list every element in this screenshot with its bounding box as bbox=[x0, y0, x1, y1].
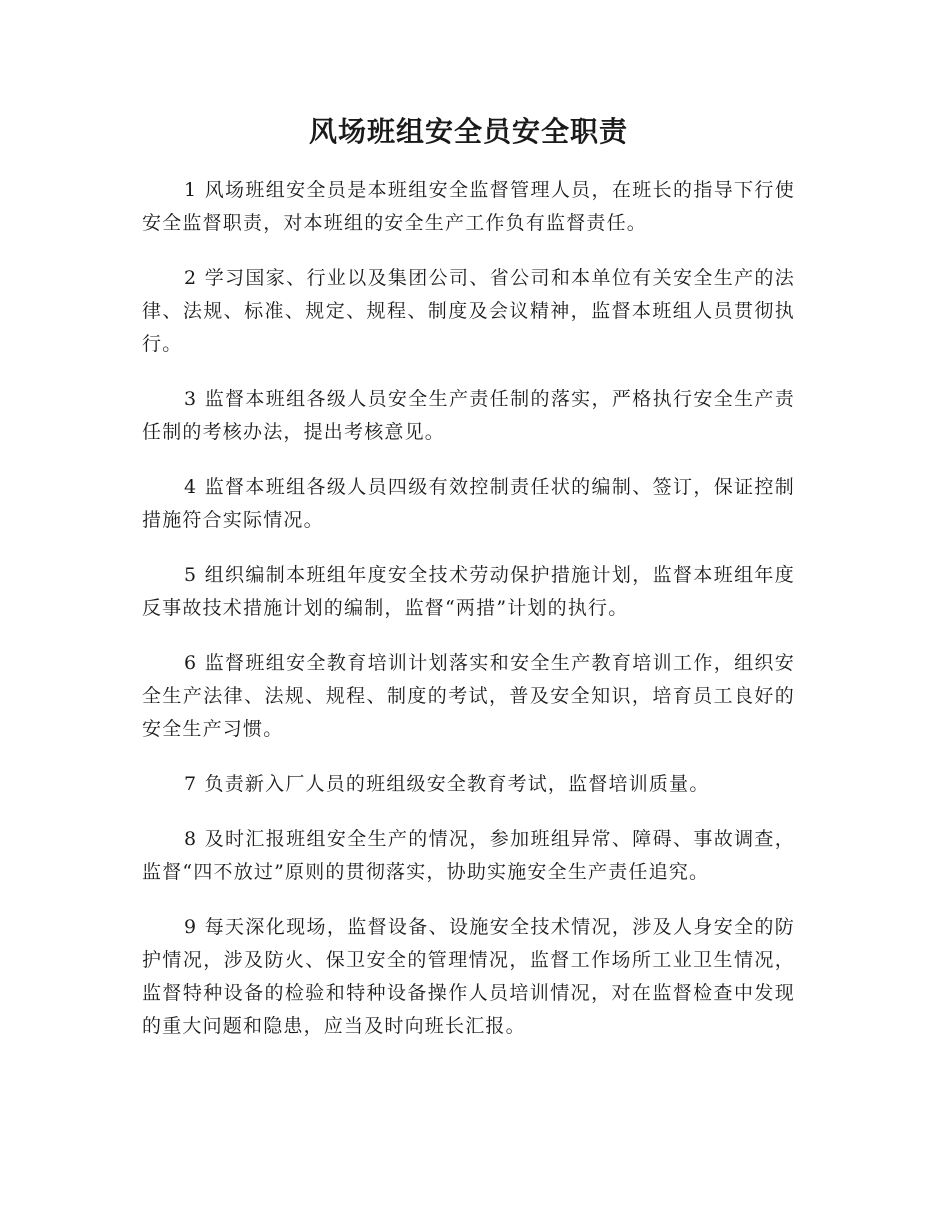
duty-item-4: 4 监督本班组各级人员四级有效控制责任状的编制、签订，保证控制措施符合实际情况。 bbox=[142, 476, 795, 531]
duty-item-2: 2 学习国家、行业以及集团公司、省公司和本单位有关安全生产的法律、法规、标准、规定、规程、制度及会议精神，监督本班组人员贯彻执行。 bbox=[142, 267, 795, 355]
document-title: 风场班组安全员安全职责 bbox=[308, 115, 628, 148]
duty-item-7: 7 负责新入厂人员的班组级安全教育考试，监督培训质量。 bbox=[184, 773, 710, 795]
duty-item-8: 8 及时汇报班组安全生产的情况，参加班组异常、障碍、事故调查，监督“四不放过”原则的贯彻落实，协助实施安全生产责任追究。 bbox=[142, 828, 795, 883]
duty-item-1: 1 风场班组安全员是本班组安全监督管理人员，在班长的指导下行使安全监督职责，对本班组的安全生产工作负有监督责任。 bbox=[142, 179, 795, 234]
duty-item-9: 9 每天深化现场，监督设备、设施安全技术情况，涉及人身安全的防护情况，涉及防火、保卫安全的管理情况，监督工作场所工业卫生情况，监督特种设备的检验和特种设备操作人员培训情况，对在监督检查中发现的重大问题和隐患，应当及时向班长汇报。 bbox=[142, 916, 795, 1037]
duty-item-6: 6 监督班组安全教育培训计划落实和安全生产教育培训工作，组织安全生产法律、法规、规程、制度的考试，普及安全知识，培育员工良好的安全生产习惯。 bbox=[142, 652, 795, 740]
duty-item-3: 3 监督本班组各级人员安全生产责任制的落实，严格执行安全生产责任制的考核办法，提出考核意见。 bbox=[142, 388, 795, 443]
duty-item-5: 5 组织编制本班组年度安全技术劳动保护措施计划，监督本班组年度反事故技术措施计划的编制，监督“两措”计划的执行。 bbox=[142, 564, 795, 619]
